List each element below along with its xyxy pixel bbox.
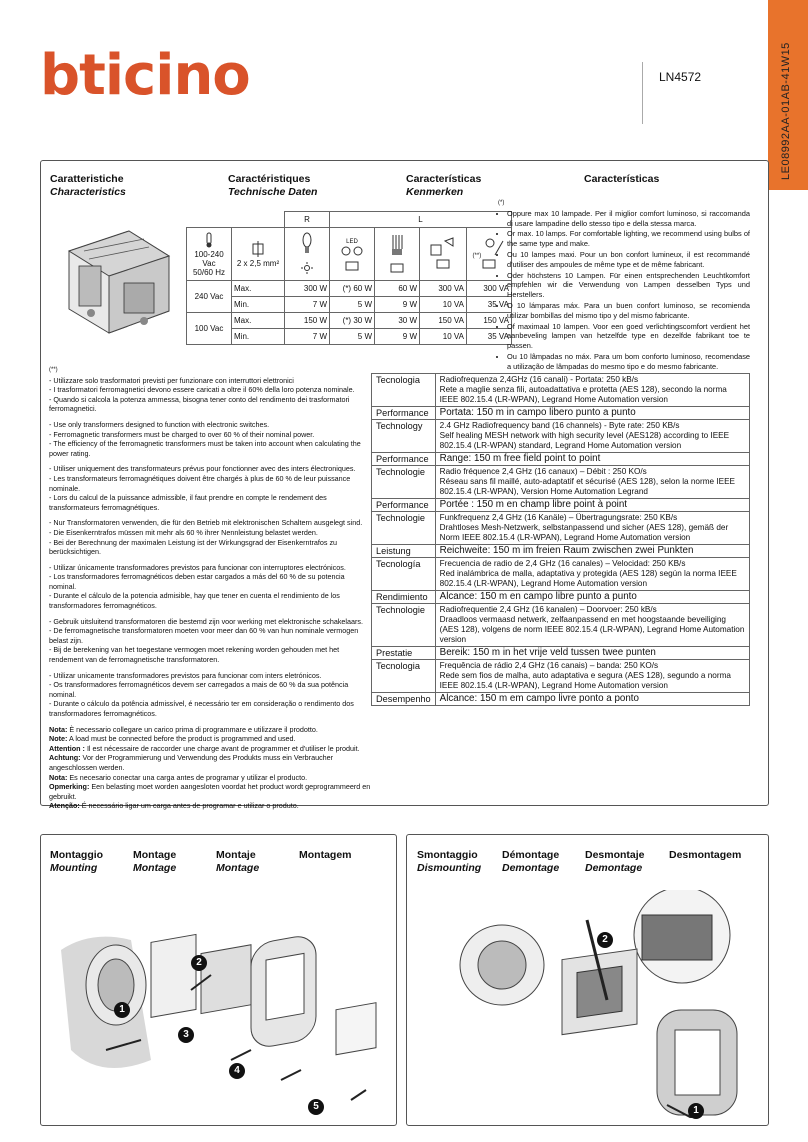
- table-cell: 10 VA: [420, 297, 467, 313]
- step-1-badge: 1: [688, 1103, 704, 1119]
- table-cell: 300 W: [285, 281, 330, 297]
- tech-key: Technologie: [372, 512, 436, 545]
- halogen-transformer-icon: [429, 237, 457, 257]
- tech-value: 2.4 GHz Radiofrequency band (16 channels) - Byte rate: 250 KB/s Self healing MESH network with high security level (AES128) according to IEEE 802.15.4 (LR-WPAN) standard, Legrand Home Automation version: [435, 420, 749, 453]
- step-3-badge: 3: [178, 1027, 194, 1043]
- table-row: [372, 453, 750, 466]
- dismounting-illustration: [417, 890, 757, 1118]
- notes-paragraph: - Utilizzare solo trasformatori previsti per funzionare con interruttori elettronici - I trasformatori ferromagnetici devono essere caricati a oltre il 60% della loro potenza nominale. - Quando si calcola la potenza ammessa, bisogna tener conto del rendimento dei trasformatori ferromagnetici.: [49, 375, 355, 414]
- voltage-240: 240 Vac: [187, 281, 232, 313]
- col-r-header: R: [285, 212, 330, 228]
- tech-key: Prestatie: [372, 647, 436, 660]
- tech-value: Range: 150 m free field point to point: [435, 453, 749, 466]
- tech-value: Reichweite: 150 m im freien Raum zwischen zwei Punkten: [435, 545, 749, 558]
- characteristics-panel: [40, 160, 769, 811]
- load-note: Note: A load must be connected before the product is programmed and used.: [49, 734, 296, 744]
- tech-value: Frecuencia de radio de 2,4 GHz (16 canales) – Velocidad: 250 KB/s Red inalámbrica de malla, adaptativa y protegida (AES 128) según la norma IEEE 802.15.4 (LR-WPAN), Legrand Home Automation version: [435, 558, 749, 591]
- load-note: Nota: È necessario collegare un carico prima di programmare e utilizzare il prodotto.: [49, 724, 318, 734]
- row-kind: Max.: [232, 281, 285, 297]
- technology-table: [371, 373, 750, 706]
- list-item: • Of maximaal 10 lampen. Voor een goed verlichtingscomfort verdient het aanbeveling lampen van hetzelfde type en dezelfde fabrikant toe te passen.: [507, 322, 750, 351]
- lamp-notes: [498, 199, 750, 373]
- load-note: Achtung: Vor der Programmierung und Verwendung des Produkts muss ein Verbraucher angeschlossen werden.: [49, 753, 334, 772]
- header-fr-de: Caractéristiques Technische Daten: [228, 173, 318, 198]
- table-row: [372, 591, 750, 604]
- lamp-notes-list: [498, 209, 750, 372]
- power-table: [186, 211, 512, 345]
- tech-key: Technologie: [372, 604, 436, 647]
- terminal-icon: [250, 241, 266, 257]
- mount-header-es-nl: Montaje Montage: [216, 849, 260, 874]
- table-cell: (*) 60 W: [330, 281, 375, 297]
- tech-value: Radiofrequentie 2,4 GHz (16 kanalen) – Doorvoer: 250 kB/s Draadloos vermaasd netwerk, zelfaanpassend en met hoogstaande beveiliging (AES 128), volgens de norm IEEE 802.15.4 (LR-WPAN), Legrand Home Automation version: [435, 604, 749, 647]
- list-item: • Ou 10 lampes maxi. Pour un bon confort lumineux, il est recommandé d'utiliser des ampoules de même type et de même fabricant.: [507, 250, 750, 270]
- tech-value: Radiofrequenza 2,4GHz (16 canali) - Portata: 250 kB/s Rete a maglie senza fili, autoadattativa e protetta (AES 128), secondo la norma IEEE 802.15.4 (LR-WPAN), Legrand Home Automation version: [435, 374, 749, 407]
- transformer-notes: [49, 366, 371, 811]
- table-row: [372, 420, 750, 453]
- step-5-badge: 5: [308, 1099, 324, 1115]
- led-lamp-icon: [339, 245, 365, 259]
- list-item: • O 10 lámparas máx. Para un buen confort luminoso, se recomienda utilizar bombillas del mismo tipo y del mismo fabricante.: [507, 301, 750, 321]
- row-kind: Min.: [232, 329, 285, 345]
- step-1-badge: 1: [114, 1002, 130, 1018]
- load-note: Opmerking: Een belasting moet worden aangesloten voordat het product wordt geprogrammeerd en gebruikt.: [49, 782, 371, 801]
- tech-value: Radio fréquence 2,4 GHz (16 canaux) – Débit : 250 KO/s Réseau sans fil maillé, auto-adaptatif et sécurisé (AES 128), selon la norme IEEE 802.15.4 (LR-WPAN), Version Home Automation Legrand: [435, 466, 749, 499]
- load-note: Attention : Il est nécessaire de raccorder une charge avant de programmer et d'utiliser le produit.: [49, 743, 360, 753]
- thermometer-icon: [203, 232, 215, 248]
- table-cell: 7 W: [285, 329, 330, 345]
- row-kind: Min.: [232, 297, 285, 313]
- list-item: • Or max. 10 lamps. For comfortable lighting, we recommend using bulbs of the same type and make.: [507, 229, 750, 249]
- table-cell: 60 W: [375, 281, 420, 297]
- tech-key: Technology: [372, 420, 436, 453]
- table-row: [372, 693, 750, 706]
- table-cell: 30 W: [375, 313, 420, 329]
- tech-key: Tecnología: [372, 558, 436, 591]
- table-cell: 150 VA: [467, 313, 512, 329]
- row-kind: Max.: [232, 313, 285, 329]
- tech-value: Bereik: 150 m in het vrije veld tussen twee punten: [435, 647, 749, 660]
- device-illustration: [49, 221, 174, 336]
- tech-key: Tecnologia: [372, 374, 436, 407]
- table-row: [372, 647, 750, 660]
- incandescent-lamp-icon: [300, 232, 314, 260]
- tech-value: Funkfrequenz 2,4 GHz (16 Kanäle) – Übertragungsrate: 250 KB/s Drahtloses Mesh-Netzwerk, selbstanpassend und sicher (AES 128), gemäß der Norm IEEE 802.15.4 (LR-WPAN), Legrand Home Automation version: [435, 512, 749, 545]
- dismount-header-it-en: Smontaggio Dismounting: [417, 849, 482, 874]
- supply-cell: 100-240 Vac 50/60 Hz: [187, 228, 232, 281]
- header-divider: [642, 62, 643, 124]
- load-note: Atenção: É necessário ligar um carga antes de programar e utilizar o produto.: [49, 801, 299, 811]
- notes-marker: (**): [49, 367, 58, 373]
- load-note: Nota: Es necesario conectar una carga antes de programar y utilizar el producto.: [49, 772, 308, 782]
- tech-key: Performance: [372, 407, 436, 420]
- step-2-badge: 2: [191, 955, 207, 971]
- notes-paragraph: - Utilizar únicamente transformadores previstos para funcionar con interruptores electrónicos. - Los transformadores ferromagnéticos deben estar cargados a más del 60 % de su potencia nominal. - Durante el cálculo de la potencia admisible, hay que tener en cuenta el rendimiento de los transformadores ferromagnéticos.: [49, 562, 346, 611]
- table-cell: 150 W: [285, 313, 330, 329]
- table-cell: 300 VA: [467, 281, 512, 297]
- step-4-badge: 4: [229, 1063, 245, 1079]
- table-cell: 9 W: [375, 329, 420, 345]
- voltage-100: 100 Vac: [187, 313, 232, 345]
- step-2-badge: 2: [597, 932, 613, 948]
- table-row: [372, 499, 750, 512]
- cfl-ballast-icon: [390, 263, 404, 273]
- brand-logo: bticino: [40, 43, 250, 108]
- table-cell: 5 W: [330, 329, 375, 345]
- mount-header-pt: Montagem: [299, 849, 352, 861]
- table-row: [372, 558, 750, 591]
- mounting-illustration: [51, 890, 386, 1118]
- table-row: [372, 660, 750, 693]
- document-code: LE08992AA-01AB-41W15: [780, 42, 792, 180]
- incandescent-cell: [285, 228, 330, 281]
- halogen-elv-cell: [420, 228, 467, 281]
- header-es-nl: Características Kenmerken: [406, 173, 482, 198]
- mount-header-it-en: Montaggio Mounting: [50, 849, 104, 874]
- tech-value: Alcance: 150 m en campo libre punto a punto: [435, 591, 749, 604]
- header-it-en: Caratteristiche Characteristics: [50, 173, 126, 198]
- tech-value: Portée : 150 m en champ libre point à point: [435, 499, 749, 512]
- document-code-tab: [768, 0, 808, 190]
- tech-key: Leistung: [372, 545, 436, 558]
- table-row: [372, 545, 750, 558]
- product-code: LN4572: [659, 70, 702, 84]
- notes-paragraph: - Use only transformers designed to function with electronic switches. - Ferromagnetic transformers must be charged to over 60 % of their nominal power. - The efficiency of the ferromagnetic transformers must be taken into account when calculating the power rating.: [49, 419, 361, 458]
- dismount-header-es-nl: Desmontaje Demontage: [585, 849, 645, 874]
- tech-key: Tecnologia: [372, 660, 436, 693]
- table-cell: 7 W: [285, 297, 330, 313]
- tech-key: Technologie: [372, 466, 436, 499]
- notes-paragraph: - Nur Transformatoren verwenden, die für den Betrieb mit elektronischen Schaltern ausgelegt sind. - Die Eisenkerntrafos müssen mit mehr als 60 % ihrer Nennleistung belastet werden. - Bei der Berechnung der maximalen Leistung ist der Wirkungsgrad der Eisenkerntrafos zu berücksichtigen.: [49, 518, 363, 557]
- tech-value: Frequência de rádio 2,4 GHz (16 canais) – banda: 250 KO/s Rede sem fios de malha, auto adaptativa e segura (AES 128), segundo a norma IEEE 802.15.4 (LR-WPAN), Legrand Home Automation version: [435, 660, 749, 693]
- table-row: [372, 407, 750, 420]
- mount-header-fr-de: Montage Montage: [133, 849, 177, 874]
- header-pt: Características: [584, 173, 660, 185]
- table-cell: 35 VA: [467, 297, 512, 313]
- table-cell: 10 VA: [420, 329, 467, 345]
- tech-key: Desempenho: [372, 693, 436, 706]
- ferro-transformer-symbol-icon: [482, 259, 496, 269]
- table-cell: 9 W: [375, 297, 420, 313]
- list-item: • Oppure max 10 lampade. Per il miglior comfort luminoso, si raccomanda di usare lampadine dello stesso tipo e della stessa marca.: [507, 209, 750, 229]
- col-l-header: L: [330, 212, 512, 228]
- list-item: • Ou 10 lâmpadas no máx. Para um bom conforto luminoso, recomendase a utilização de lâmpadas do mesmo tipo e do mesmo fabricante.: [507, 352, 750, 372]
- tech-key: Performance: [372, 499, 436, 512]
- notes-paragraph: - Utiliser uniquement des transformateurs prévus pour fonctionner avec des inters électroniques. - Les transformateurs ferromagnétiques doivent être chargés à plus de 60 % de leur puissance nominale. - Lors du calcul de la puissance admissible, il faut prendre en compte le rendement des transformateurs ferromagnétiques.: [49, 464, 356, 512]
- wire-cell: 2 x 2,5 mm²: [232, 228, 285, 281]
- halogen-ferro-cell: (**): [467, 228, 512, 281]
- tech-key: Rendimiento: [372, 591, 436, 604]
- notes-paragraph: - Utilizar unicamente transformadores previstos para funcionar com inters eletrónicos. - Os transformadores ferromagnéticos devem ser carregados a mais de 60 % da sua potência nominal. - Durante o cálculo da potência admissível, é necessário ter em consideração o rendimento dos transformadores ferromagnéticos.: [49, 670, 354, 718]
- electronic-transformer-icon: [436, 259, 450, 269]
- notes-marker: (*): [498, 200, 505, 206]
- cfl-cell: [375, 228, 420, 281]
- tech-value: Portata: 150 m in campo libero punto a punto: [435, 407, 749, 420]
- led-cell: LED: [330, 228, 375, 281]
- tech-value: Alcance: 150 m em campo livre ponto a ponto: [435, 693, 749, 706]
- cfl-lamp-icon: [390, 233, 404, 261]
- table-cell: 300 VA: [420, 281, 467, 297]
- table-row: [372, 466, 750, 499]
- table-cell: (*) 30 W: [330, 313, 375, 329]
- dismounting-panel: [406, 834, 769, 1126]
- dismount-header-fr-de: Démontage Demontage: [502, 849, 560, 874]
- tech-key: Performance: [372, 453, 436, 466]
- dismount-header-pt: Desmontagem: [669, 849, 742, 861]
- mounting-panel: [40, 834, 397, 1126]
- table-cell: 35 VA: [467, 329, 512, 345]
- table-cell: 150 VA: [420, 313, 467, 329]
- notes-paragraph: - Gebruik uitsluitend transformatoren die bestemd zijn voor werking met elektronische schakelaars. - De ferromagnetische transformatoren moeten voor meer dan 60 % van hun nominale vermogen belast zijn. - Bij de berekening van het toegestane vermogen moet rekening worden gehouden met het rendement van de ferromagnetische transformatoren.: [49, 616, 363, 665]
- table-row: [372, 604, 750, 647]
- table-cell: 5 W: [330, 297, 375, 313]
- list-item: • Oder höchstens 10 Lampen. Für einen entsprechenden Leuchtkomfort empfehlen wir die Verwendung von Lampen desselben Typs und Herstellers.: [507, 271, 750, 300]
- led-driver-icon: [345, 261, 359, 271]
- table-row: [372, 512, 750, 545]
- table-row: [372, 374, 750, 407]
- sun-icon: [300, 262, 314, 274]
